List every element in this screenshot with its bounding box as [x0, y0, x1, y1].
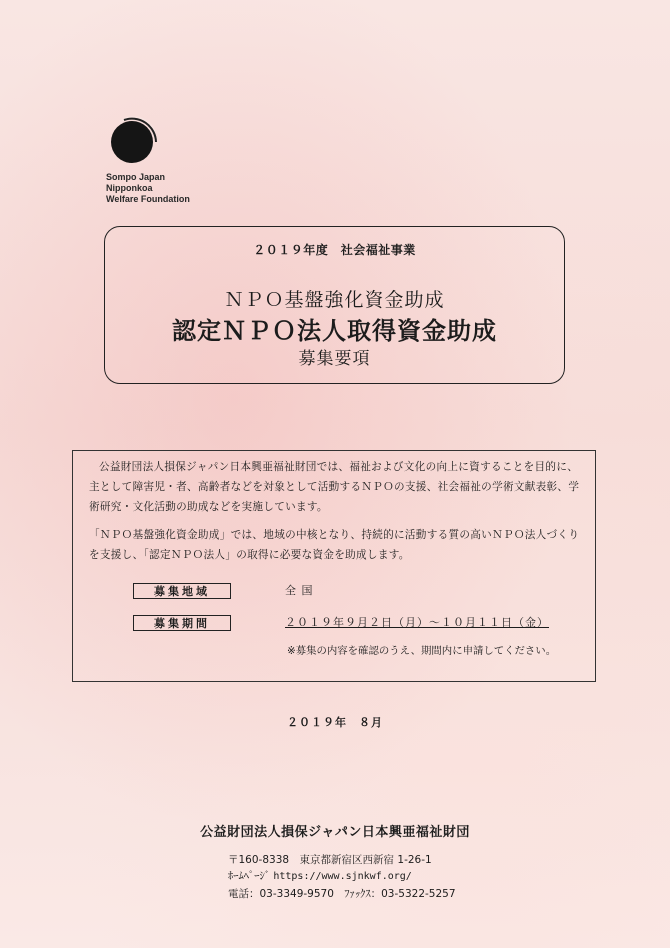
homepage-line: [228, 868, 412, 883]
postal-address: 〒160-8338 東京都新宿区西新宿 1-26-1: [228, 854, 432, 866]
phone-fax: 電話：03-3349-9570 ﾌｧｯｸｽ：03-5322-5257: [228, 888, 456, 900]
title-box: [104, 226, 565, 384]
fiscal-year-heading: ２０１９年度 社会福祉事業: [253, 243, 416, 257]
application-note: ※募集の内容を確認のうえ、期間内に申請してください。: [287, 645, 557, 657]
homepage-label: ﾎｰﾑﾍﾟｰｼﾞ: [228, 870, 270, 882]
foundation-description: 公益財団法人損保ジャパン日本興亜福祉財団では、福祉および文化の向上に資することを目的に、主として障害児・者、高齢者などを対象として活動するＮＰＯの支援、社会福祉の学術文献表彰、学術研究・文化活動の助成などを実施しています。: [89, 461, 580, 513]
ring-logo-icon: [106, 112, 160, 170]
grant-program-title: ＮＰＯ基盤強化資金助成: [224, 289, 445, 311]
organization-name: 公益財団法人損保ジャパン日本興亜福祉財団: [200, 825, 470, 840]
logo-line-2: Nipponkoa: [106, 183, 153, 193]
grant-description: 「ＮＰＯ基盤強化資金助成」では、地域の中核となり、持続的に活動する質の高いＮＰＯ法人づくりを支援し、「認定ＮＰＯ法人」の取得に必要な資金を助成します。: [89, 529, 580, 561]
grant-main-title: 認定ＮＰＯ法人取得資金助成: [172, 317, 497, 345]
logo-text: [106, 172, 206, 205]
homepage-link[interactable]: https://www.sjnkwf.org/: [273, 871, 412, 882]
info-box: [72, 450, 596, 682]
logo-line-3: Welfare Foundation: [106, 194, 190, 204]
period-value: ２０１９年９月２日（月）～１０月１１日（金）: [285, 616, 549, 629]
period-label: 募集期間: [133, 615, 231, 631]
logo-line-1: Sompo Japan: [106, 172, 166, 182]
area-label: 募集地域: [133, 583, 231, 599]
area-value: 全 国: [285, 584, 314, 597]
issue-date: ２０１９年 ８月: [287, 716, 383, 729]
guideline-title: 募集要項: [298, 349, 371, 369]
